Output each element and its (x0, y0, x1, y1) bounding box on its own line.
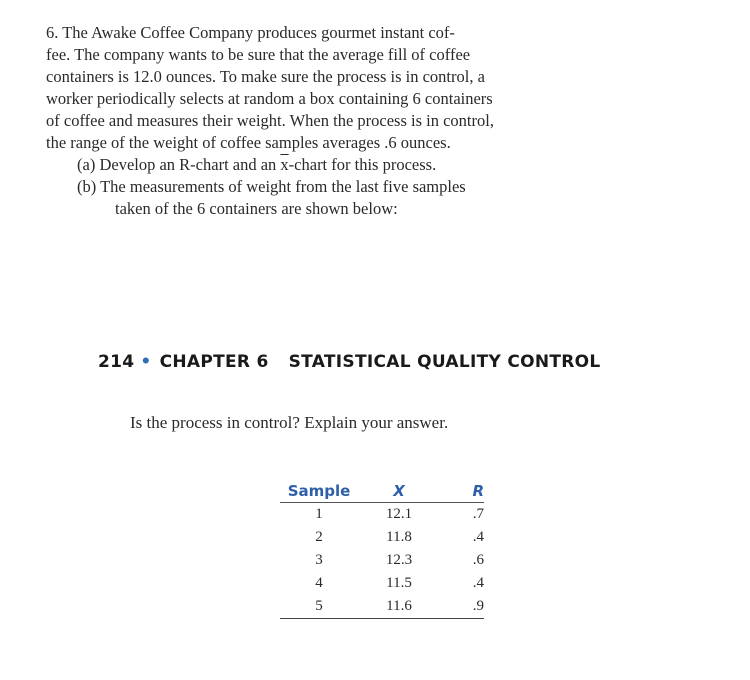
table-row (280, 526, 484, 549)
problem-statement (46, 22, 646, 154)
column-header-r: R (440, 482, 484, 503)
cell-sample: 5 (280, 595, 358, 619)
cell-x: 12.1 (385, 506, 413, 522)
part-a-text-before: Develop an R-chart and an (99, 155, 281, 174)
part-a-label: (a) (77, 155, 96, 174)
column-header-sample: Sample (280, 482, 358, 503)
cell-r: .6 (472, 552, 484, 568)
part-b-label: (b) (77, 177, 97, 196)
cell-sample: 1 (315, 506, 323, 522)
cell-x: 11.6 (358, 595, 440, 619)
cell-r: .4 (472, 575, 484, 591)
cell-x: 11.8 (386, 529, 412, 545)
question-text: Is the process in control? Explain your answer. (130, 413, 449, 432)
cell-r: .4 (472, 529, 484, 545)
cell-x: 12.3 (385, 552, 413, 568)
page-number: 214 (98, 352, 135, 372)
problem-line: the range of the weight of coffee samples averages .6 ounces. (46, 133, 451, 152)
part-b-line1: The measurements of weight from the last five samples (100, 177, 466, 196)
table-row (280, 595, 484, 619)
part-b (77, 176, 646, 220)
column-header-x: X (358, 482, 440, 503)
problem-line: containers is 12.0 ounces. To make sure the process is in control, a (46, 67, 485, 86)
problem-line: of coffee and measures their weight. When the process is in control, (46, 111, 494, 130)
cell-r: .9 (440, 595, 484, 619)
cell-r: .7 (472, 506, 484, 522)
cell-sample: 2 (315, 529, 323, 545)
chapter-label: CHAPTER 6 (159, 352, 269, 372)
cell-sample: 4 (315, 575, 323, 591)
problem-line: 6. The Awake Coffee Company produces gourmet instant cof- (46, 23, 455, 42)
problem-line: worker periodically selects at random a box containing 6 containers (46, 89, 493, 108)
part-a-text-after: -chart for this process. (288, 155, 437, 174)
x-bar-symbol: $\overline{x}$ (280, 155, 289, 174)
problem-text (46, 22, 646, 220)
cell-x: 11.5 (386, 575, 412, 591)
part-b-line2: taken of the 6 containers are shown below: (115, 199, 398, 218)
chapter-title: STATISTICAL QUALITY CONTROL (288, 352, 601, 372)
bullet-icon: • (140, 352, 152, 372)
part-a (77, 154, 646, 176)
samples-table (280, 482, 484, 619)
table-header-row (280, 482, 484, 503)
chapter-header (98, 352, 601, 372)
problem-line: fee. The company wants to be sure that the average fill of coffee (46, 45, 471, 64)
cell-sample: 3 (315, 552, 323, 568)
table-row (280, 549, 484, 572)
table-row (280, 572, 484, 595)
table-row (280, 503, 484, 527)
